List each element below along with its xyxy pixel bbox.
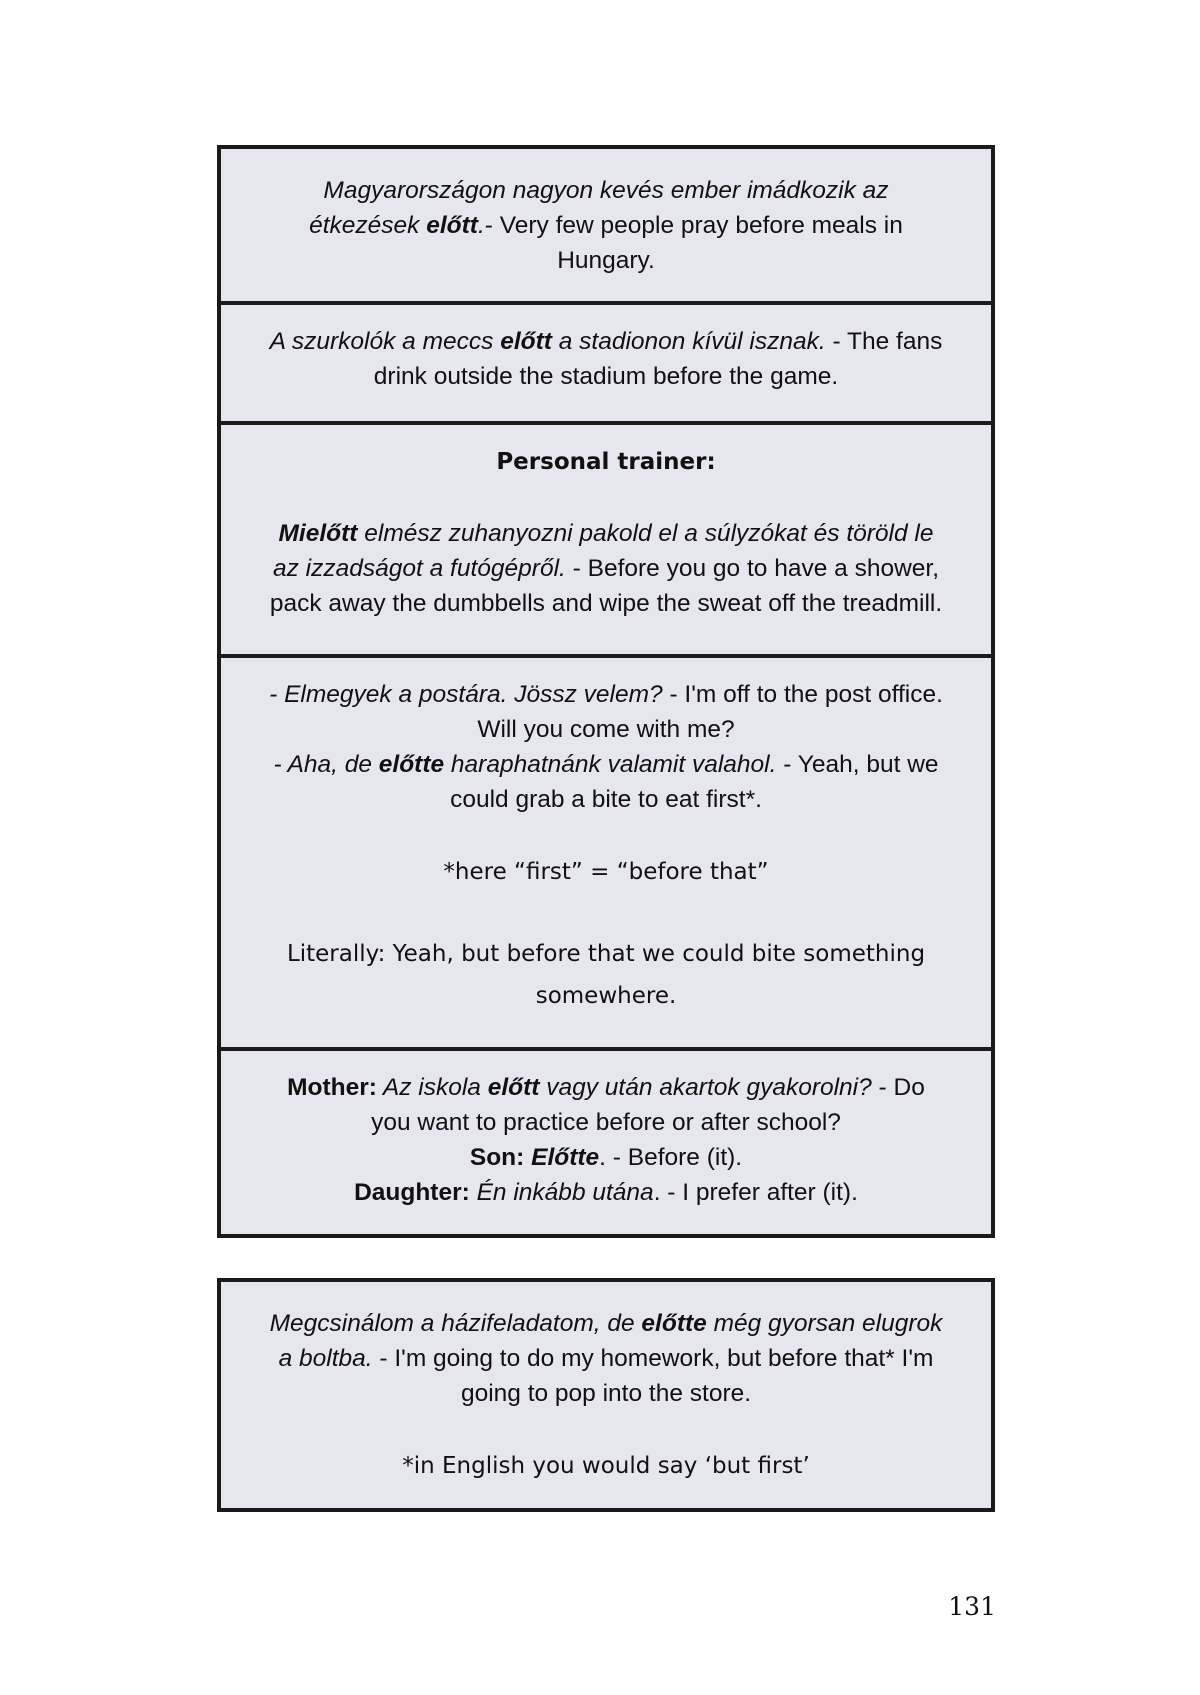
hungarian-text: a stadionon kívül isznak. xyxy=(551,328,826,355)
hungarian-text: Az iskola xyxy=(376,1074,488,1101)
hungarian-text: A szurkolók a meccs xyxy=(269,328,501,355)
hungarian-text: az izzadságot a futógépről. xyxy=(273,555,566,582)
english-text: - I'm going to do my homework, but before that* I'm xyxy=(372,1345,934,1372)
keyword: előtt xyxy=(487,1074,540,1101)
text-line xyxy=(237,1306,975,1341)
example-cell-trainer xyxy=(221,445,991,621)
english-text: going to pop into the store. xyxy=(460,1380,752,1407)
english-text: - Very few people pray before meals in xyxy=(484,212,903,239)
example-cell-fans xyxy=(221,324,991,394)
keyword: Mielőtt xyxy=(278,520,358,547)
examples-table xyxy=(217,145,995,1238)
text-line xyxy=(237,677,975,712)
hungarian-text: a boltba. xyxy=(278,1345,373,1372)
cell-divider xyxy=(221,1047,991,1051)
speaker-label: Daughter: xyxy=(354,1179,477,1206)
keyword: Előtte xyxy=(531,1144,600,1171)
keyword: előtte xyxy=(641,1310,707,1337)
english-text: Hungary. xyxy=(557,247,655,274)
footnote: *in English you would say ‘but first’ xyxy=(402,1453,810,1479)
text-line xyxy=(237,1070,975,1105)
english-text: drink outside the stadium before the game. xyxy=(373,363,839,390)
text-line xyxy=(237,1140,975,1175)
text-line xyxy=(237,551,975,586)
example-box-homework xyxy=(217,1278,995,1512)
keyword: előtt xyxy=(426,212,478,239)
example-cell-homework xyxy=(221,1306,991,1484)
cell-divider xyxy=(221,301,991,305)
cell-divider xyxy=(221,421,991,425)
text-line xyxy=(237,1341,975,1376)
english-text: - Before you go to have a shower, xyxy=(565,555,939,582)
keyword: előtte xyxy=(378,751,445,778)
spacer xyxy=(237,480,975,516)
text-line xyxy=(237,324,975,359)
hungarian-text: vagy után akartok gyakorolni? xyxy=(539,1074,872,1101)
text-line xyxy=(237,173,975,208)
hungarian-text: még gyorsan elugrok xyxy=(706,1310,943,1337)
english-text: Will you come with me? xyxy=(477,716,735,743)
english-text: you want to practice before or after school? xyxy=(371,1109,841,1136)
footnote: *here “first” = “before that” xyxy=(443,859,769,885)
speaker-label: Mother: xyxy=(287,1074,377,1101)
english-text: - I'm off to the post office. xyxy=(662,681,943,708)
english-text: - Do xyxy=(871,1074,925,1101)
speaker-label: Son: xyxy=(469,1144,532,1171)
hungarian-text: . xyxy=(477,212,485,239)
english-text: . - I prefer after (it). xyxy=(653,1179,858,1206)
keyword: előtt xyxy=(500,328,552,355)
hungarian-text: Magyarországon nagyon kevés ember imádkozik az xyxy=(323,177,889,204)
speaker-heading: Personal trainer: xyxy=(496,449,716,475)
hungarian-text: haraphatnánk valamit valahol. xyxy=(444,751,777,778)
hungarian-text: - Elmegyek a postára. Jössz velem? xyxy=(269,681,663,708)
hungarian-text: - Aha, de xyxy=(273,751,379,778)
literal-translation: Literally: Yeah, but before that we could bite something xyxy=(286,941,926,967)
example-cell-meals xyxy=(221,173,991,278)
hungarian-text: elmész zuhanyozni pakold el a súlyzókat és töröld le xyxy=(357,520,934,547)
text-line xyxy=(237,516,975,551)
english-text: - The fans xyxy=(825,328,943,355)
text-line xyxy=(237,747,975,782)
cell-divider xyxy=(221,654,991,658)
text-line xyxy=(237,1175,975,1210)
literal-translation: somewhere. xyxy=(535,983,677,1009)
english-text: . - Before (it). xyxy=(599,1144,743,1171)
english-text: could grab a bite to eat first*. xyxy=(450,786,762,813)
hungarian-text: Én inkább utána xyxy=(476,1179,654,1206)
hungarian-text: Megcsinálom a házifeladatom, de xyxy=(269,1310,642,1337)
english-text: - Yeah, but we xyxy=(776,751,939,778)
page-number: 131 xyxy=(948,1592,996,1621)
example-cell-family-dialogue xyxy=(221,1070,991,1210)
text-line xyxy=(237,208,975,243)
english-text: pack away the dumbbells and wipe the sweat off the treadmill. xyxy=(269,590,943,617)
example-cell-post-office xyxy=(221,677,991,1017)
hungarian-text: étkezések xyxy=(309,212,427,239)
